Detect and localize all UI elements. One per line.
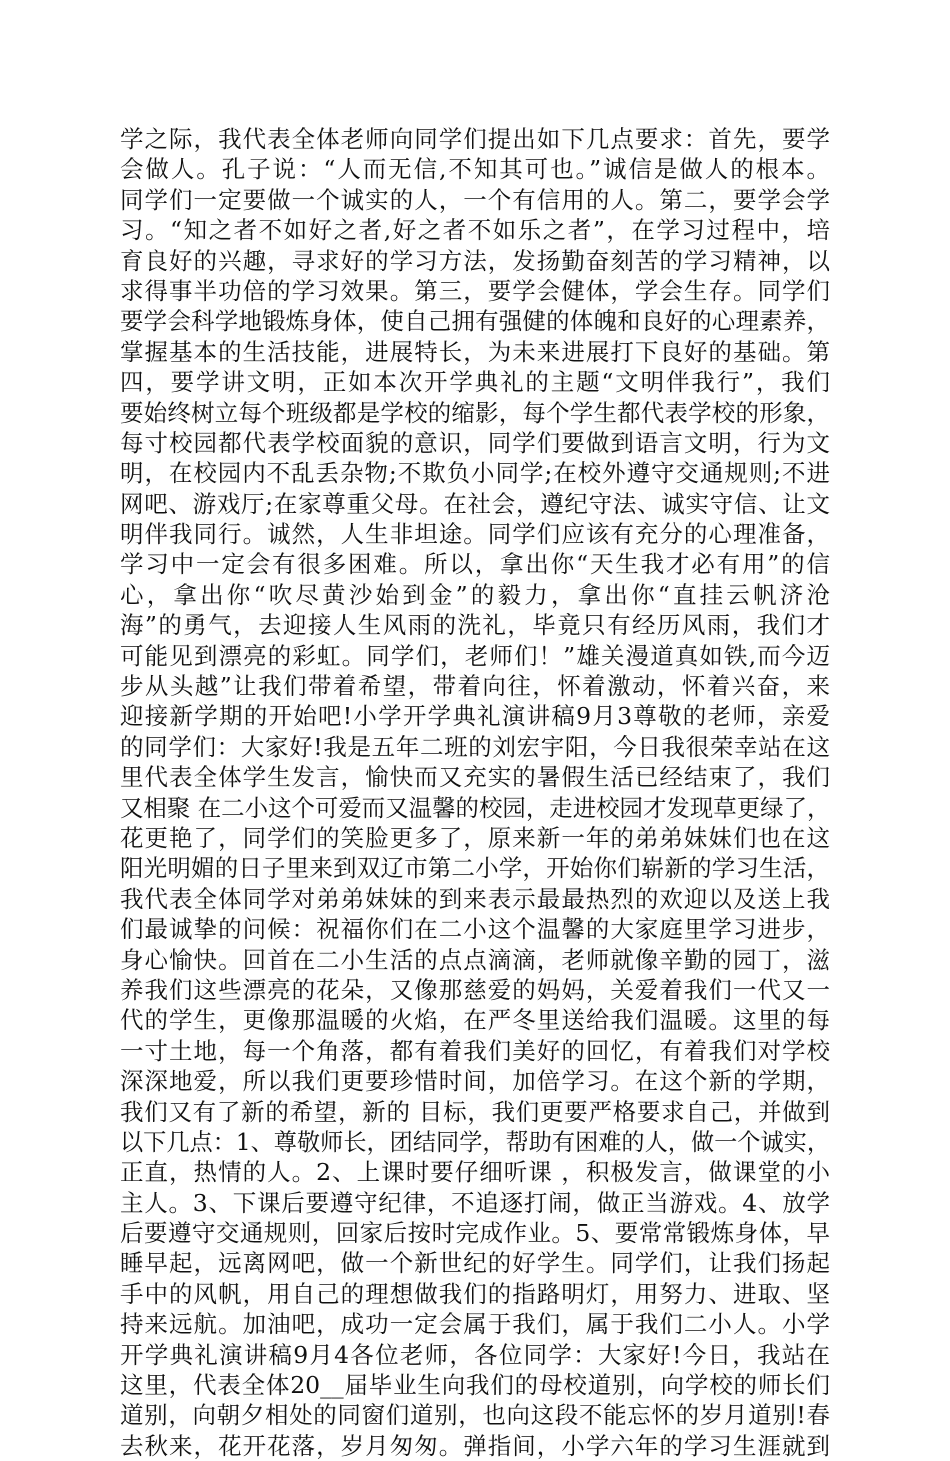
text-line: 养我们这些漂亮的花朵，又像那慈爱的妈妈，关爱着我们一代又一 (120, 975, 830, 1004)
text-line: 以下几点：1、尊敬师长，团结同学，帮助有困难的人，做一个诚实， (120, 1127, 830, 1156)
text-line: 同学们一定要做一个诚实的人，一个有信用的人。第二，要学会学 (120, 185, 830, 214)
text-line: 一寸土地，每一个角落，都有着我们美好的回忆，有着我们对学校 (120, 1036, 830, 1065)
text-line: 深深地爱，所以我们更要珍惜时间，加倍学习。在这个新的学期， (120, 1067, 830, 1096)
text-line: 网吧、游戏厅;在家尊重父母。在社会，遵纪守法、诚实守信、让文 (120, 489, 830, 518)
text-line: 明伴我同行。诚然，人生非坦途。同学们应该有充分的心理准备， (120, 520, 830, 549)
text-line: 的同学们：大家好!我是五年二班的刘宏宇阳，今日我很荣幸站在这 (120, 732, 830, 761)
text-line: 身心愉快。回首在二小生活的点点滴滴，老师就像辛勤的园丁，滋 (120, 945, 830, 974)
text-line: 道别，向朝夕相处的同窗们道别，也向这段不能忘怀的岁月道别!春 (120, 1401, 830, 1430)
text-line: 习。“知之者不如好之者,好之者不如乐之者”，在学习过程中，培 (120, 216, 830, 245)
text-line: 又相聚 在二小这个可爱而又温馨的校园，走进校园才发现草更绿了， (120, 793, 831, 822)
text-line: 要始终树立每个班级都是学校的缩影，每个学生都代表学校的形象， (120, 398, 830, 427)
text-line: 步从头越”让我们带着希望，带着向往，怀着激动，怀着兴奋，来 (120, 672, 830, 701)
text-line: 四，要学讲文明，正如本次开学典礼的主题“文明伴我行”，我们 (120, 368, 830, 397)
text-line: 花更艳了，同学们的笑脸更多了，原来新一年的弟弟妹妹们也在这 (120, 823, 830, 852)
text-line: 心，拿出你“吹尽黄沙始到金”的毅力，拿出你“直挂云帆济沧 (120, 580, 830, 609)
text-line: 学习中一定会有很多困难。所以，拿出你“天生我才必有用”的信 (120, 550, 830, 579)
text-line: 这里，代表全体20__届毕业生向我们的母校道别，向学校的师长们 (120, 1371, 830, 1400)
text-line: 育良好的兴趣，寻求好的学习方法，发扬勤奋刻苦的学习精神，以 (120, 246, 830, 275)
text-line: 们最诚挚的问候：祝福你们在二小这个温馨的大家庭里学习进步， (120, 915, 830, 944)
text-line: 掌握基本的生活技能，进展特长，为未来进展打下良好的基础。第 (120, 337, 830, 366)
text-line: 主人。3、下课后要遵守纪律，不追逐打闹，做正当游戏。4、放学 (120, 1188, 830, 1217)
text-line: 手中的风帆，用自己的理想做我们的指路明灯，用努力、进取、坚 (120, 1279, 830, 1308)
text-line: 求得事半功倍的学习效果。第三，要学会健体，学会生存。同学们 (120, 276, 830, 305)
text-line: 开学典礼演讲稿9月4各位老师，各位同学：大家好!今日，我站在 (120, 1340, 830, 1369)
text-line: 会做人。孔子说：“人而无信,不知其可也。”诚信是做人的根本。 (120, 155, 830, 184)
text-line: 正直，热情的人。2、上课时要仔细听课 ，积极发言，做课堂的小 (120, 1158, 830, 1187)
text-line: 可能见到漂亮的彩虹。同学们，老师们！”雄关漫道真如铁,而今迈 (120, 641, 830, 670)
text-line: 要学会科学地锻炼身体，使自己拥有强健的体魄和良好的心理素养， (120, 307, 830, 336)
text-line: 迎接新学期的开始吧!小学开学典礼演讲稿9月3尊敬的老师，亲爱 (120, 702, 830, 731)
text-line: 每寸校园都代表学校面貌的意识，同学们要做到语言文明，行为文 (120, 428, 830, 457)
text-line: 睡早起，远离网吧，做一个新世纪的好学生。同学们，让我们扬起 (120, 1249, 830, 1278)
text-line: 代的学生，更像那温暖的火焰，在严冬里送给我们温暖。这里的每 (120, 1006, 830, 1035)
text-line: 我们又有了新的希望，新的 目标，我们更要严格要求自己，并做到 (120, 1097, 830, 1126)
text-line: 明，在校园内不乱丢杂物;不欺负小同学;在校外遵守交通规则;不进 (120, 459, 830, 488)
text-line: 去秋来，花开花落，岁月匆匆。弹指间，小学六年的学习生涯就到 (120, 1431, 830, 1460)
text-line: 阳光明媚的日子里来到双辽市第二小学，开始你们崭新的学习生活， (120, 854, 830, 883)
text-line: 持来远航。加油吧，成功一定会属于我们，属于我们二小人。小学 (120, 1310, 830, 1339)
text-line: 海”的勇气，去迎接人生风雨的洗礼，毕竟只有经历风雨，我们才 (120, 611, 830, 640)
text-line: 里代表全体学生发言，愉快而又充实的暑假生活已经结束了，我们 (120, 763, 830, 792)
body-text (120, 124, 830, 1461)
text-line: 后要遵守交通规则，回家后按时完成作业。5、要常常锻炼身体，早 (120, 1219, 830, 1248)
text-line: 学之际，我代表全体老师向同学们提出如下几点要求：首先，要学 (120, 125, 830, 153)
text-line: 我代表全体同学对弟弟妹妹的到来表示最最热烈的欢迎以及送上我 (120, 884, 830, 913)
